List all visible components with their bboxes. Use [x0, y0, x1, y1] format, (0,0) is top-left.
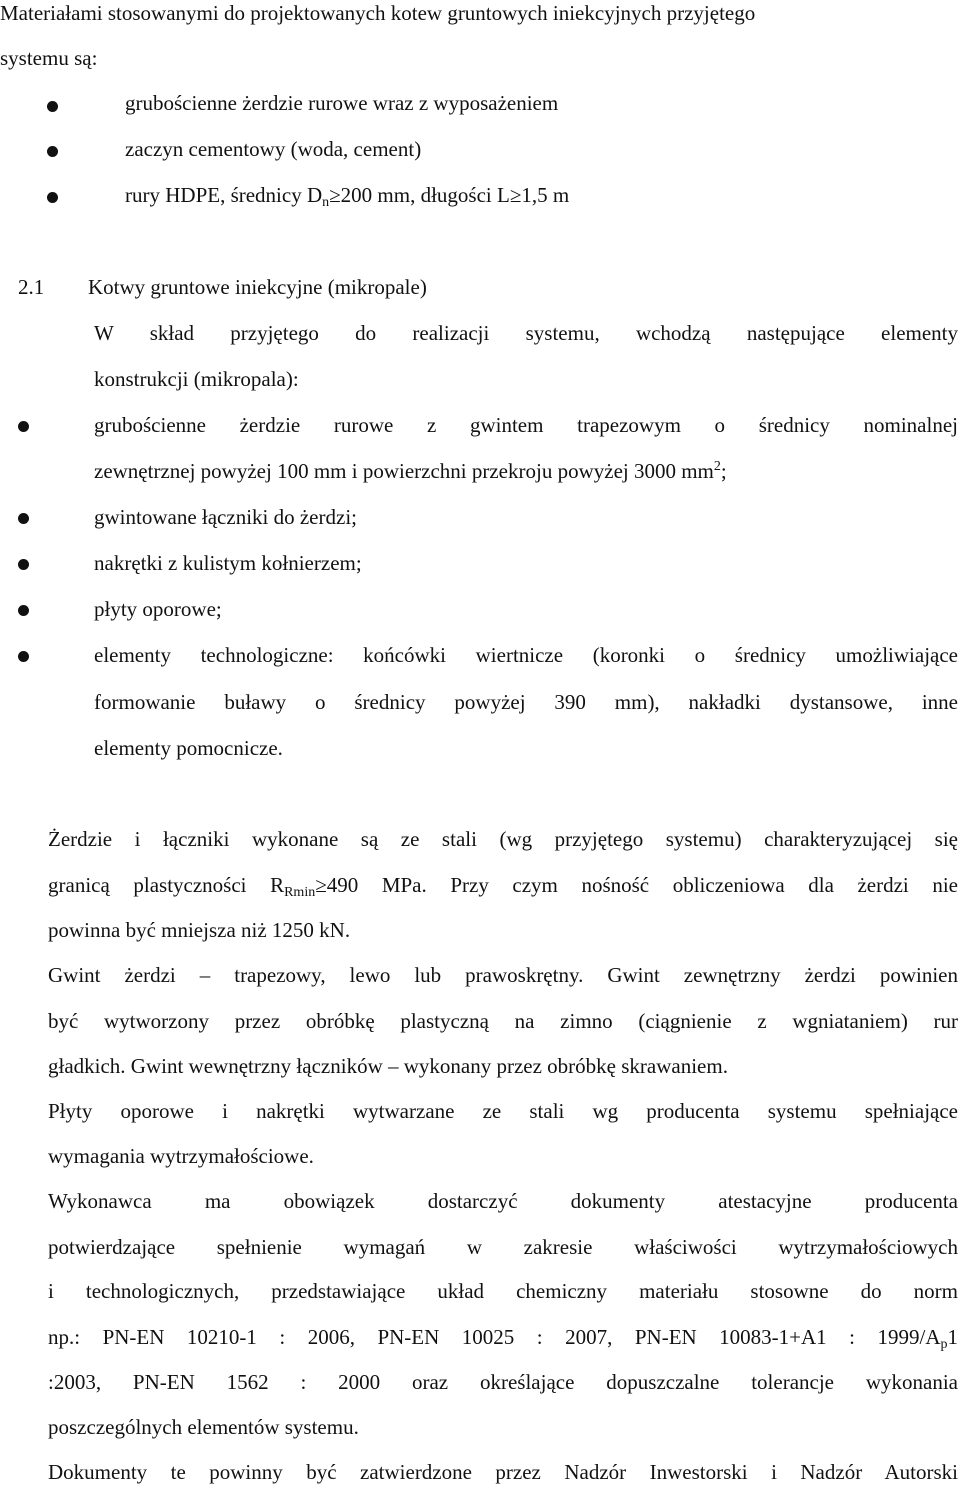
norms-text: np.: PN-EN 10210-1 : 2006, PN-EN 10025 : 2007, PN-EN 10083-1+A1 : 1999/A [48, 1325, 941, 1349]
section-intro-line-1: W skład przyjętego do realizacji systemu, wchodzą następujące elementy [94, 321, 958, 345]
paragraph-2-line-2: być wytworzony przez obróbkę plastyczną na zimno (ciągnienie z wgniataniem) rur [48, 1009, 958, 1033]
paragraph-1-line-1: Żerdzie i łączniki wykonane są ze stali (wg przyjętego systemu) charakteryzującej się [48, 827, 958, 851]
paragraph-4-line-2: potwierdzające spełnienie wymagań w zakresie właściwości wytrzymałościowych [48, 1235, 958, 1259]
paragraph-4-line-1: Wykonawca ma obowiązek dostarczyć dokumenty atestacyjne producenta [48, 1189, 958, 1213]
bullet-icon [47, 101, 58, 112]
material-item: zaczyn cementowy (woda, cement) [125, 137, 422, 161]
element-item-3: nakrętki z kulistym kołnierzem; [94, 551, 362, 575]
paragraph-1-line-2 [48, 872, 958, 898]
hdpe-text-a: rury HDPE, średnicy D [125, 183, 323, 207]
paragraph-4-line-5: :2003, PN-EN 1562 : 2000 oraz określające dopuszczalne tolerancje wykonania [48, 1370, 958, 1394]
section-number: 2.1 [18, 275, 45, 299]
paragraph-5-line-1: Dokumenty te powinny być zatwierdzone przez Nadzór Inwestorski i Nadzór Autorski [48, 1460, 958, 1484]
element-item-1-line-2 [94, 458, 727, 484]
superscript: 2 [713, 459, 721, 474]
bullet-icon [47, 146, 58, 157]
paragraph-1-text-b: ≥490 MPa. Przy czym nośność obliczeniowa dla żerdzi nie [315, 873, 958, 897]
subscript: Rmin [284, 885, 316, 900]
paragraph-2-line-3: gładkich. Gwint wewnętrzny łączników – wykonany przez obróbkę skrawaniem. [48, 1054, 728, 1078]
bullet-icon [18, 421, 29, 432]
element-item-5-line-1: elementy technologiczne: końcówki wiertnicze (koronki o średnicy umożliwiające [94, 643, 958, 667]
hdpe-text-c: ≥1,5 m [509, 183, 570, 207]
element-item-5-line-2: formowanie buławy o średnicy powyżej 390 mm), nakładki dystansowe, inne [94, 690, 958, 714]
paragraph-3-line-1: Płyty oporowe i nakrętki wytwarzane ze stali wg producenta systemu spełniające [48, 1099, 958, 1123]
paragraph-4-line-6: poszczególnych elementów systemu. [48, 1415, 359, 1439]
paragraph-3-line-2: wymagania wytrzymałościowe. [48, 1144, 314, 1168]
bullet-icon [18, 651, 29, 662]
hdpe-text-b: ≥200 mm, długości L [329, 183, 510, 207]
element-item-1-line-1: grubościenne żerdzie rurowe z gwintem trapezowym o średnicy nominalnej [94, 413, 958, 437]
section-intro-line-2: konstrukcji (mikropala): [94, 367, 299, 391]
intro-line-2: systemu są: [0, 46, 98, 70]
paragraph-1-text-a: granicą plastyczności R [48, 873, 285, 897]
section-title: Kotwy gruntowe iniekcyjne (mikropale) [88, 275, 427, 299]
norms-text-end: 1 [947, 1325, 958, 1349]
element-item-2: gwintowane łączniki do żerdzi; [94, 505, 357, 529]
paragraph-4-line-4 [48, 1324, 958, 1350]
bullet-icon [47, 192, 58, 203]
paragraph-1-line-3: powinna być mniejsza niż 1250 kN. [48, 918, 351, 942]
element-item-4: płyty oporowe; [94, 597, 222, 621]
subscript: p [940, 1337, 948, 1352]
element-item-1-text: zewnętrznej powyżej 100 mm i powierzchni przekroju powyżej 3000 mm [94, 459, 714, 483]
intro-line-1: Materiałami stosowanymi do projektowanych kotew gruntowych iniekcyjnych przyjętego [0, 1, 756, 25]
material-item: grubościenne żerdzie rurowe wraz z wyposażeniem [125, 91, 559, 115]
element-item-1-end: ; [720, 459, 727, 483]
paragraph-4-line-3: i technologicznych, przedstawiające układ chemiczny materiału stosowne do norm [48, 1279, 958, 1303]
bullet-icon [18, 559, 29, 570]
bullet-icon [18, 605, 29, 616]
material-item-hdpe [125, 182, 569, 208]
hdpe-subscript: n [322, 195, 330, 210]
bullet-icon [18, 513, 29, 524]
paragraph-2-line-1: Gwint żerdzi – trapezowy, lewo lub prawoskrętny. Gwint zewnętrzny żerdzi powinien [48, 963, 958, 987]
element-item-5-line-3: elementy pomocnicze. [94, 736, 283, 760]
